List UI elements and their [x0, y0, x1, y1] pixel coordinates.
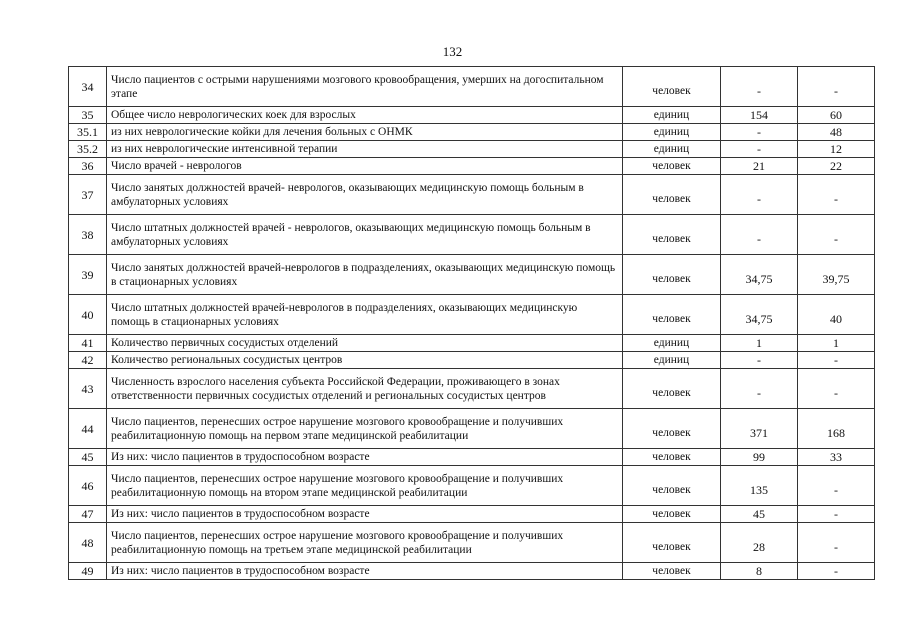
page-number: 132: [442, 44, 463, 59]
table-body: [69, 67, 875, 580]
value-cell-2: -: [798, 563, 875, 580]
unit-cell: человек: [623, 175, 721, 215]
indicator-name-cell: Количество региональных сосудистых центров: [107, 352, 623, 369]
table-row: [69, 295, 875, 335]
indicator-name-cell: Число штатных должностей врачей - неврологов, оказывающих медицинскую помощь больным в амбулаторных условиях: [107, 215, 623, 255]
unit-cell: единиц: [623, 141, 721, 158]
table-row: [69, 335, 875, 352]
row-number-cell: 46: [69, 466, 107, 506]
indicator-name-cell: Число штатных должностей врачей-неврологов в подразделениях, оказывающих медицинскую помощь в стационарных условиях: [107, 295, 623, 335]
statistics-table: [68, 66, 875, 580]
value-cell-1: 21: [721, 158, 798, 175]
indicator-name-cell: Число врачей - неврологов: [107, 158, 623, 175]
row-number-cell: 42: [69, 352, 107, 369]
indicator-name-cell: из них неврологические койки для лечения больных с ОНМК: [107, 124, 623, 141]
value-cell-2: -: [798, 506, 875, 523]
value-cell-2: 33: [798, 449, 875, 466]
value-cell-2: -: [798, 215, 875, 255]
indicator-name-cell: Из них: число пациентов в трудоспособном возрасте: [107, 449, 623, 466]
row-number-cell: 47: [69, 506, 107, 523]
table-row: [69, 449, 875, 466]
value-cell-2: -: [798, 466, 875, 506]
table-row: [69, 409, 875, 449]
unit-cell: человек: [623, 449, 721, 466]
row-number-cell: 44: [69, 409, 107, 449]
indicator-name-cell: Число пациентов с острыми нарушениями мозгового кровообращения, умерших на догоспитальном этапе: [107, 67, 623, 107]
unit-cell: человек: [623, 215, 721, 255]
value-cell-2: 48: [798, 124, 875, 141]
table-row: [69, 255, 875, 295]
table-row: [69, 523, 875, 563]
indicator-name-cell: Число пациентов, перенесших острое нарушение мозгового кровообращение и получивших реабилитационную помощь на третьем этапе медицинской реабилитации: [107, 523, 623, 563]
value-cell-1: 28: [721, 523, 798, 563]
unit-cell: единиц: [623, 124, 721, 141]
unit-cell: человек: [623, 158, 721, 175]
row-number-cell: 49: [69, 563, 107, 580]
value-cell-2: -: [798, 369, 875, 409]
value-cell-2: -: [798, 352, 875, 369]
unit-cell: человек: [623, 563, 721, 580]
value-cell-2: -: [798, 523, 875, 563]
indicator-name-cell: Количество первичных сосудистых отделений: [107, 335, 623, 352]
value-cell-1: -: [721, 352, 798, 369]
row-number-cell: 35.1: [69, 124, 107, 141]
value-cell-1: 45: [721, 506, 798, 523]
value-cell-1: 8: [721, 563, 798, 580]
table-row: [69, 506, 875, 523]
row-number-cell: 36: [69, 158, 107, 175]
row-number-cell: 39: [69, 255, 107, 295]
row-number-cell: 35.2: [69, 141, 107, 158]
value-cell-1: -: [721, 141, 798, 158]
unit-cell: человек: [623, 67, 721, 107]
unit-cell: человек: [623, 409, 721, 449]
value-cell-1: -: [721, 67, 798, 107]
indicator-name-cell: из них неврологические интенсивной терапии: [107, 141, 623, 158]
row-number-cell: 48: [69, 523, 107, 563]
value-cell-2: 60: [798, 107, 875, 124]
table-row: [69, 67, 875, 107]
indicator-name-cell: Число занятых должностей врачей-неврологов в подразделениях, оказывающих медицинскую помощь в стационарных условиях: [107, 255, 623, 295]
unit-cell: человек: [623, 369, 721, 409]
value-cell-2: 39,75: [798, 255, 875, 295]
indicator-name-cell: Численность взрослого населения субъекта Российской Федерации, проживающего в зонах ответственности первичных сосудистых отделений и региональных сосудистых центров: [107, 369, 623, 409]
table-row: [69, 158, 875, 175]
unit-cell: человек: [623, 506, 721, 523]
value-cell-2: 1: [798, 335, 875, 352]
unit-cell: человек: [623, 295, 721, 335]
value-cell-2: 12: [798, 141, 875, 158]
table-row: [69, 466, 875, 506]
value-cell-1: 154: [721, 107, 798, 124]
indicator-name-cell: Из них: число пациентов в трудоспособном возрасте: [107, 506, 623, 523]
value-cell-1: 1: [721, 335, 798, 352]
value-cell-1: 371: [721, 409, 798, 449]
value-cell-1: -: [721, 175, 798, 215]
unit-cell: единиц: [623, 352, 721, 369]
value-cell-1: -: [721, 124, 798, 141]
indicator-name-cell: Общее число неврологических коек для взрослых: [107, 107, 623, 124]
row-number-cell: 38: [69, 215, 107, 255]
table-row: [69, 563, 875, 580]
value-cell-1: 135: [721, 466, 798, 506]
indicator-name-cell: Число пациентов, перенесших острое нарушение мозгового кровообращение и получивших реабилитационную помощь на первом этапе медицинской реабилитации: [107, 409, 623, 449]
row-number-cell: 40: [69, 295, 107, 335]
indicator-name-cell: Из них: число пациентов в трудоспособном возрасте: [107, 563, 623, 580]
value-cell-2: 40: [798, 295, 875, 335]
value-cell-2: -: [798, 175, 875, 215]
value-cell-2: 168: [798, 409, 875, 449]
value-cell-1: -: [721, 215, 798, 255]
row-number-cell: 43: [69, 369, 107, 409]
unit-cell: человек: [623, 466, 721, 506]
value-cell-2: 22: [798, 158, 875, 175]
table-row: [69, 215, 875, 255]
value-cell-1: 99: [721, 449, 798, 466]
row-number-cell: 41: [69, 335, 107, 352]
unit-cell: человек: [623, 255, 721, 295]
table-row: [69, 175, 875, 215]
row-number-cell: 35: [69, 107, 107, 124]
table-row: [69, 141, 875, 158]
value-cell-1: 34,75: [721, 255, 798, 295]
unit-cell: единиц: [623, 107, 721, 124]
row-number-cell: 37: [69, 175, 107, 215]
unit-cell: человек: [623, 523, 721, 563]
table-row: [69, 107, 875, 124]
value-cell-1: -: [721, 369, 798, 409]
value-cell-1: 34,75: [721, 295, 798, 335]
indicator-name-cell: Число занятых должностей врачей- неврологов, оказывающих медицинскую помощь больным в амбулаторных условиях: [107, 175, 623, 215]
indicator-name-cell: Число пациентов, перенесших острое нарушение мозгового кровообращение и получивших реабилитационную помощь на втором этапе медицинской реабилитации: [107, 466, 623, 506]
row-number-cell: 45: [69, 449, 107, 466]
value-cell-2: -: [798, 67, 875, 107]
unit-cell: единиц: [623, 335, 721, 352]
row-number-cell: 34: [69, 67, 107, 107]
table-row: [69, 369, 875, 409]
table-row: [69, 124, 875, 141]
table-row: [69, 352, 875, 369]
